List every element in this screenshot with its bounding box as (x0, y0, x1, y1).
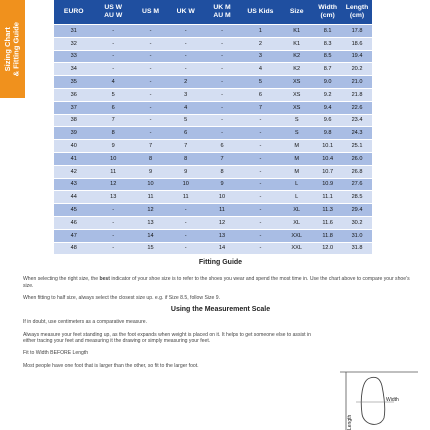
table-cell: 5 (168, 114, 203, 127)
table-cell: 11.8 (313, 229, 342, 242)
table-row (54, 165, 372, 178)
table-cell: - (203, 25, 240, 38)
table-cell: 4 (168, 101, 203, 114)
table-cell: XL (280, 216, 313, 229)
table-cell: - (241, 216, 280, 229)
width-label: Width (386, 397, 399, 403)
table-cell: 3 (168, 88, 203, 101)
table-cell: 27.6 (342, 178, 372, 191)
table-cell: - (203, 63, 240, 76)
table-cell: - (133, 50, 168, 63)
table-header-row (54, 0, 372, 25)
table-cell: 41 (54, 152, 93, 165)
table-row (54, 88, 372, 101)
table-cell: 42 (54, 165, 93, 178)
table-cell: 22.6 (342, 101, 372, 114)
table-cell: - (133, 101, 168, 114)
table-cell: - (241, 178, 280, 191)
table-cell: - (133, 37, 168, 50)
fitting-guide-title: Fitting Guide (198, 259, 243, 266)
column-header: UK M AU M (203, 0, 240, 25)
table-cell: XS (280, 76, 313, 89)
table-cell: - (241, 191, 280, 204)
table-cell: 9 (93, 140, 132, 153)
table-cell: - (133, 114, 168, 127)
table-cell: 11.1 (313, 191, 342, 204)
table-cell: 2 (241, 37, 280, 50)
table-cell: 9.2 (313, 88, 342, 101)
table-cell: 25.1 (342, 140, 372, 153)
table-row (54, 216, 372, 229)
table-cell: 30.2 (342, 216, 372, 229)
table-cell: 11 (168, 191, 203, 204)
table-cell: 26.0 (342, 152, 372, 165)
table-cell: 10.1 (313, 140, 342, 153)
size-chart-table (54, 0, 372, 254)
table-cell: S (280, 127, 313, 140)
table-cell: 48 (54, 242, 93, 254)
table-cell: 40 (54, 140, 93, 153)
table-cell: 6 (93, 101, 132, 114)
table-row (54, 127, 372, 140)
table-cell: 15 (133, 242, 168, 254)
table-row (54, 101, 372, 114)
table-cell: 7 (203, 152, 240, 165)
table-cell: 13 (203, 229, 240, 242)
table-cell: 23.4 (342, 114, 372, 127)
table-cell: 11 (203, 204, 240, 217)
table-cell: 12 (133, 204, 168, 217)
table-cell: L (280, 191, 313, 204)
table-cell: 32 (54, 37, 93, 50)
table-cell: 7 (133, 140, 168, 153)
table-cell: 8 (93, 127, 132, 140)
table-cell: XXL (280, 242, 313, 254)
table-cell: - (241, 140, 280, 153)
table-row (54, 242, 372, 254)
table-cell: - (93, 229, 132, 242)
column-header: US W AU W (93, 0, 132, 25)
table-cell: 9 (168, 165, 203, 178)
table-cell: 12 (203, 216, 240, 229)
table-cell: 17.8 (342, 25, 372, 38)
table-cell: 11 (133, 191, 168, 204)
table-cell: - (168, 204, 203, 217)
table-cell: S (280, 114, 313, 127)
table-cell: 45 (54, 204, 93, 217)
column-header: UK W (168, 0, 203, 25)
table-cell: - (203, 50, 240, 63)
column-header: EURO (54, 0, 93, 25)
table-cell: - (93, 242, 132, 254)
table-row (54, 37, 372, 50)
table-cell: 2 (168, 76, 203, 89)
table-cell: 9.6 (313, 114, 342, 127)
table-cell: 6 (203, 140, 240, 153)
table-cell: - (241, 204, 280, 217)
table-cell: 5 (241, 76, 280, 89)
table-cell: 35 (54, 76, 93, 89)
table-cell: K1 (280, 37, 313, 50)
table-cell: XXL (280, 229, 313, 242)
table-cell: 7 (93, 114, 132, 127)
column-header: Width (cm) (313, 0, 342, 25)
column-header: US M (133, 0, 168, 25)
table-cell: - (93, 50, 132, 63)
table-cell: XS (280, 88, 313, 101)
guide-paragraph-centimeters: If in doubt, use centimeters as a comparative measure. (23, 319, 148, 326)
table-cell: 6 (168, 127, 203, 140)
table-cell: 4 (241, 63, 280, 76)
column-header: Length (cm) (342, 0, 372, 25)
guide-paragraph-width-first: Fit to Width BEFORE Length (23, 350, 89, 357)
table-cell: 5 (93, 88, 132, 101)
table-cell: 10 (168, 178, 203, 191)
sizing-chart-tab[interactable] (0, 0, 25, 98)
length-label: Length (347, 414, 353, 430)
table-cell: 8.1 (313, 25, 342, 38)
table-cell: 38 (54, 114, 93, 127)
table-cell: - (241, 242, 280, 254)
table-row (54, 229, 372, 242)
table-cell: - (203, 88, 240, 101)
table-cell: - (203, 101, 240, 114)
table-cell: 10 (203, 191, 240, 204)
foot-outline-icon (361, 377, 385, 424)
table-cell: - (168, 50, 203, 63)
table-cell: 46 (54, 216, 93, 229)
table-cell: 19.4 (342, 50, 372, 63)
guide-paragraph-measure-standing: Always measure your feet standing up, as the foot expands when weight is placed on it. It helps to get someone else to assist in either tracing your feet and measuring it the drawing or simply measuring your feet. (23, 331, 311, 345)
table-cell: 8.5 (313, 50, 342, 63)
table-row (54, 114, 372, 127)
table-cell: 14 (203, 242, 240, 254)
table-cell: 4 (93, 76, 132, 89)
table-cell: 28.5 (342, 191, 372, 204)
foot-measurement-diagram (340, 368, 420, 430)
table-cell: - (133, 76, 168, 89)
table-cell: 10 (93, 152, 132, 165)
table-cell: 8 (203, 165, 240, 178)
column-header: US Kids (241, 0, 280, 25)
table-cell: 10 (133, 178, 168, 191)
sizing-chart-tab-label: Sizing Chart & Fitting Guide (3, 21, 21, 77)
table-cell: - (168, 216, 203, 229)
table-row (54, 191, 372, 204)
table-cell: 12.0 (313, 242, 342, 254)
table-cell: - (241, 114, 280, 127)
table-cell: 31.0 (342, 229, 372, 242)
table-cell: - (203, 37, 240, 50)
table-cell: - (203, 127, 240, 140)
table-cell: - (168, 37, 203, 50)
table-cell: 11.3 (313, 204, 342, 217)
table-cell: 26.8 (342, 165, 372, 178)
table-cell: K2 (280, 63, 313, 76)
table-cell: - (133, 25, 168, 38)
table-row (54, 50, 372, 63)
table-cell: XS (280, 101, 313, 114)
table-cell: 7 (241, 101, 280, 114)
fitting-guide (23, 260, 418, 375)
table-cell: - (93, 63, 132, 76)
table-cell: 7 (168, 140, 203, 153)
column-header: Size (280, 0, 313, 25)
table-row (54, 76, 372, 89)
guide-paragraph-best-indicator: When selecting the right size, the best indicator of your shoe size is to refer to the shoes you wear and spend the most time in. Use the chart above to compare your shoe's size. (23, 276, 410, 289)
table-cell: - (93, 37, 132, 50)
table-cell: - (133, 63, 168, 76)
table-cell: M (280, 140, 313, 153)
measurement-scale-title: Using the Measurement Scale (170, 306, 271, 314)
table-cell: 11 (93, 165, 132, 178)
table-cell: - (241, 165, 280, 178)
table-cell: - (168, 25, 203, 38)
table-cell: - (168, 229, 203, 242)
table-cell: 31.8 (342, 242, 372, 254)
table-cell: 6 (241, 88, 280, 101)
table-row (54, 152, 372, 165)
table-row (54, 178, 372, 191)
table-cell: 39 (54, 127, 93, 140)
table-cell: 47 (54, 229, 93, 242)
table-cell: 31 (54, 25, 93, 38)
table-cell: 44 (54, 191, 93, 204)
table-cell: 8.3 (313, 37, 342, 50)
table-cell: 1 (241, 25, 280, 38)
table-cell: M (280, 152, 313, 165)
table-cell: - (203, 114, 240, 127)
table-cell: 8 (133, 152, 168, 165)
table-cell: 9.4 (313, 101, 342, 114)
table-cell: 43 (54, 178, 93, 191)
table-cell: 11.6 (313, 216, 342, 229)
table-cell: - (93, 216, 132, 229)
table-cell: 13 (133, 216, 168, 229)
table-cell: 37 (54, 101, 93, 114)
table-cell: 21.8 (342, 88, 372, 101)
table-row (54, 25, 372, 38)
table-cell: 21.0 (342, 76, 372, 89)
table-cell: 9.0 (313, 76, 342, 89)
table-cell: 9 (203, 178, 240, 191)
table-cell: - (133, 88, 168, 101)
table-cell: L (280, 178, 313, 191)
table-cell: 10.9 (313, 178, 342, 191)
table-cell: 13 (93, 191, 132, 204)
table-row (54, 63, 372, 76)
table-cell: M (280, 165, 313, 178)
table-cell: 20.2 (342, 63, 372, 76)
table-cell: 36 (54, 88, 93, 101)
table-cell: 10.4 (313, 152, 342, 165)
table-cell: - (168, 63, 203, 76)
table-cell: 10.7 (313, 165, 342, 178)
table-cell: - (168, 242, 203, 254)
table-cell: - (241, 127, 280, 140)
table-cell: - (93, 204, 132, 217)
table-cell: 18.6 (342, 37, 372, 50)
table-cell: XL (280, 204, 313, 217)
guide-paragraph-half-size: When fitting to half size, always select the closest size up. e.g. if Size 8.5, follow Size 9. (23, 294, 221, 301)
table-cell: 9 (133, 165, 168, 178)
table-cell: - (133, 127, 168, 140)
table-cell: 33 (54, 50, 93, 63)
table-row (54, 204, 372, 217)
table-cell: - (241, 152, 280, 165)
table-cell: 12 (93, 178, 132, 191)
guide-paragraph-larger-foot: Most people have one foot that is larger than the other, so fit to the larger foot. (23, 362, 199, 369)
table-cell: 8 (168, 152, 203, 165)
table-cell: 3 (241, 50, 280, 63)
table-cell: 14 (133, 229, 168, 242)
table-cell: K2 (280, 50, 313, 63)
table-cell: - (93, 25, 132, 38)
table-cell: - (203, 76, 240, 89)
table-cell: 29.4 (342, 204, 372, 217)
table-cell: 8.7 (313, 63, 342, 76)
table-cell: K1 (280, 25, 313, 38)
table-row (54, 140, 372, 153)
table-cell: - (241, 229, 280, 242)
table-cell: 34 (54, 63, 93, 76)
table-cell: 9.8 (313, 127, 342, 140)
table-cell: 24.3 (342, 127, 372, 140)
